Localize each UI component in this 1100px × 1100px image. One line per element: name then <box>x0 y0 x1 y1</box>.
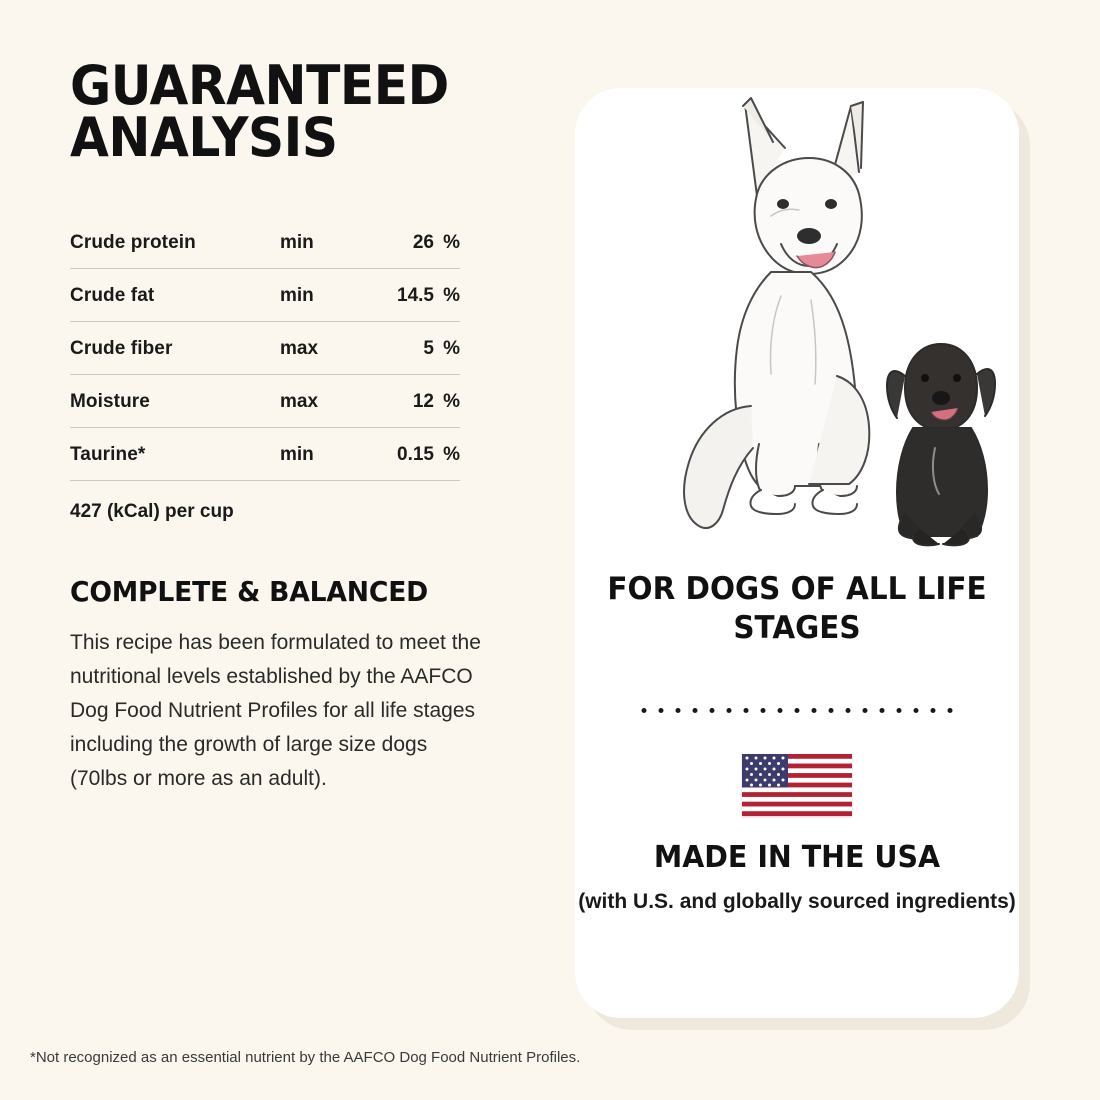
nutrient-qualifier: max <box>280 337 319 359</box>
divider-dot <box>642 708 647 713</box>
nutrient-unit: % <box>443 284 460 306</box>
table-row <box>70 375 460 428</box>
divider-dot <box>863 708 868 713</box>
nutrient-unit: % <box>443 443 460 465</box>
card-headline: FOR DOGS OF ALL LIFE STAGES <box>607 571 987 646</box>
divider-dot <box>795 708 800 713</box>
nutrient-qualifier: min <box>280 284 314 306</box>
divider-dot <box>676 708 681 713</box>
nutrient-name: Taurine* <box>70 443 146 465</box>
divider-dot <box>880 708 885 713</box>
divider-dot <box>914 708 919 713</box>
divider-dot <box>744 708 749 713</box>
life-stages-card <box>575 88 1019 1018</box>
nutrient-name: Crude fiber <box>70 337 173 359</box>
nutrient-value: 5 <box>423 337 434 359</box>
divider-dot <box>761 708 766 713</box>
nutrient-name: Crude protein <box>70 231 196 253</box>
nutrient-value: 0.15 <box>397 443 434 465</box>
nutrient-name: Crude fat <box>70 284 155 306</box>
guaranteed-analysis-section <box>70 54 520 796</box>
nutrient-unit: % <box>443 231 460 253</box>
dotted-divider <box>642 708 953 713</box>
divider-dot <box>948 708 953 713</box>
made-in-usa-title: MADE IN THE USA <box>653 840 941 875</box>
made-in-usa-subtitle: (with U.S. and globally sourced ingredients) <box>578 890 1016 913</box>
table-row <box>70 269 460 322</box>
divider-dot <box>897 708 902 713</box>
nutrient-qualifier: min <box>280 231 314 253</box>
nutrient-qualifier: max <box>280 390 319 412</box>
divider-dot <box>812 708 817 713</box>
table-row <box>70 226 460 269</box>
nutrient-value: 14.5 <box>397 284 434 306</box>
divider-dot <box>778 708 783 713</box>
footnote: *Not recognized as an essential nutrient by the AAFCO Dog Food Nutrient Profiles. <box>30 1049 581 1066</box>
nutrient-unit: % <box>443 390 460 412</box>
nutrient-qualifier: min <box>280 443 314 465</box>
calorie-content: 427 (kCal) per cup <box>70 500 234 522</box>
nutrient-name: Moisture <box>70 390 150 412</box>
divider-dot <box>931 708 936 713</box>
two-dogs-illustration <box>575 88 1019 576</box>
divider-dot <box>727 708 732 713</box>
divider-dot <box>710 708 715 713</box>
complete-balanced-heading: COMPLETE & BALANCED <box>70 574 429 608</box>
divider-dot <box>829 708 834 713</box>
divider-dot <box>846 708 851 713</box>
page-title: GUARANTEED ANALYSIS <box>70 54 449 169</box>
nutrient-value: 12 <box>412 390 434 412</box>
table-row <box>70 322 460 375</box>
nutrient-value: 26 <box>412 231 434 253</box>
nutrient-unit: % <box>443 337 460 359</box>
table-row <box>70 428 460 481</box>
divider-dot <box>693 708 698 713</box>
divider-dot <box>659 708 664 713</box>
usa-flag-icon <box>742 754 852 816</box>
guaranteed-analysis-table <box>70 226 460 481</box>
complete-balanced-body: This recipe has been formulated to meet the nutritional levels established by the AAFCO Dog Food Nutrient Profiles for all life stages including the growth of large size dogs (70lbs or more as an adult). <box>70 630 481 790</box>
